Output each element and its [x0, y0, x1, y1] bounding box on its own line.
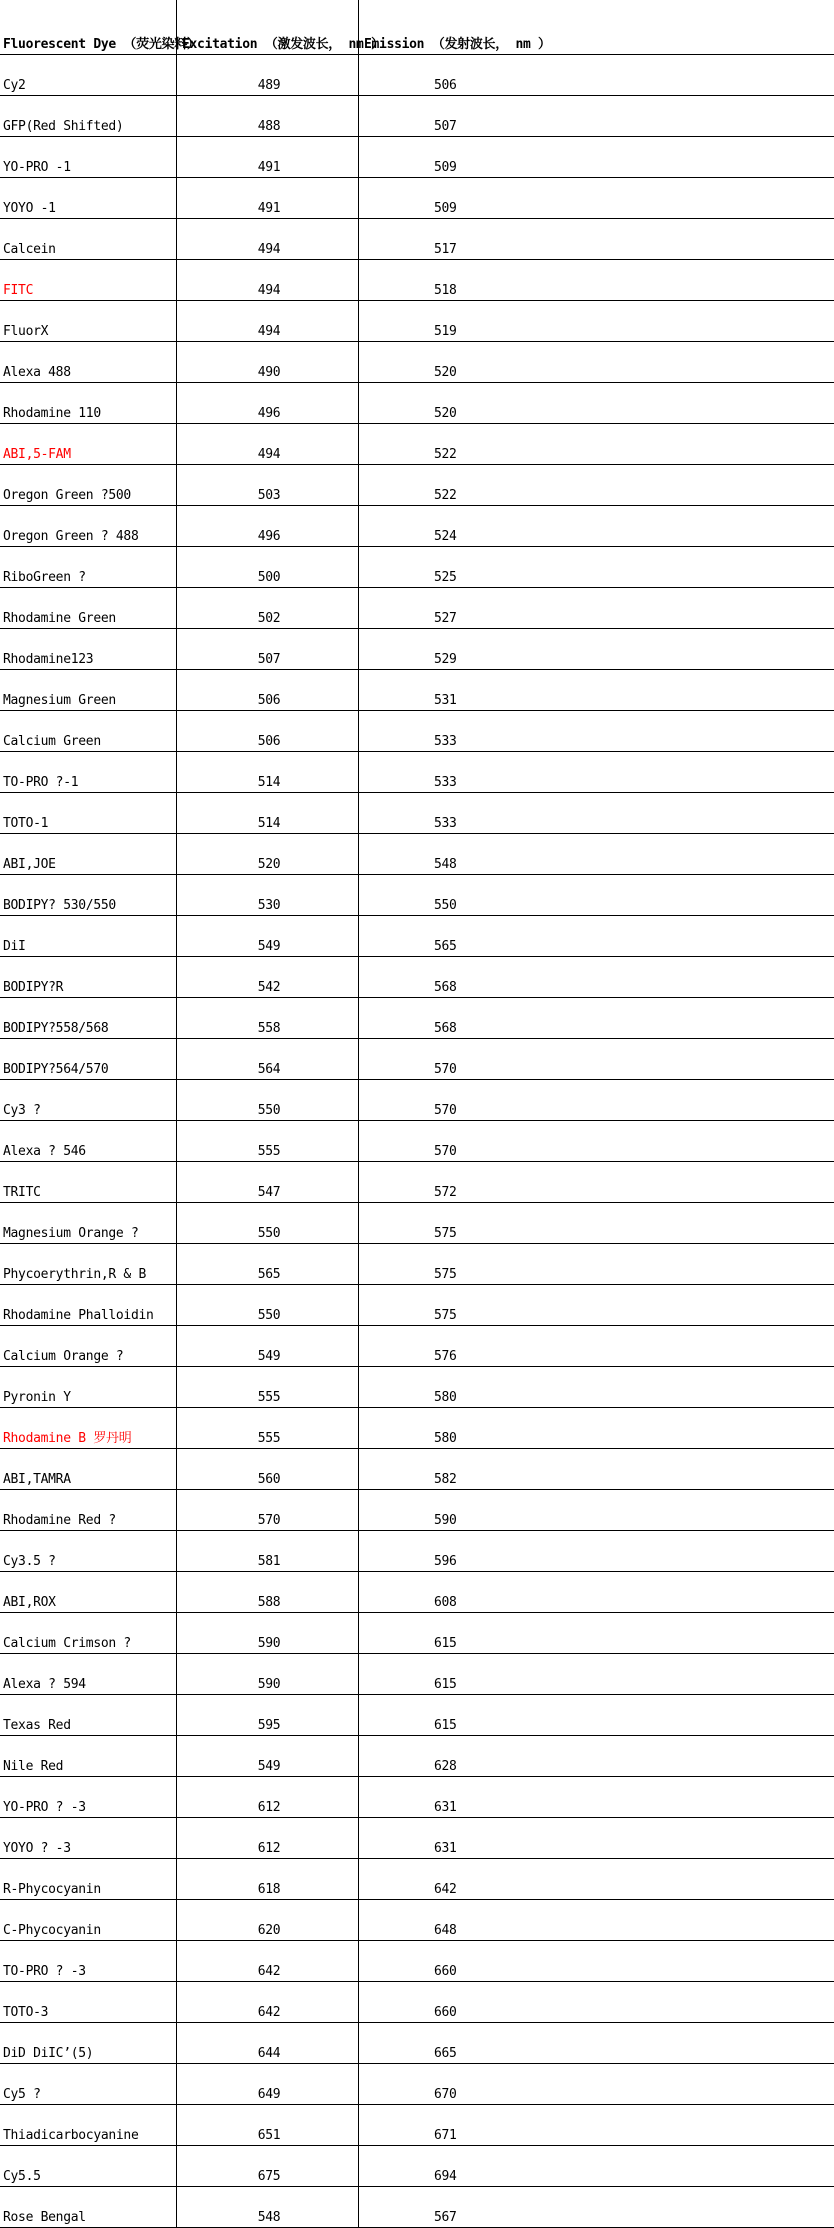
- dye-name-cell: YO-PRO ? -3: [0, 1777, 177, 1818]
- dye-name-cell: ABI,ROX: [0, 1572, 177, 1613]
- emission-cell: 671: [359, 2105, 834, 2146]
- dye-name-cell: Calcium Green: [0, 711, 177, 752]
- excitation-cell: 590: [177, 1613, 359, 1654]
- emission-cell: 670: [359, 2064, 834, 2105]
- excitation-cell: 550: [177, 1080, 359, 1121]
- table-row: [0, 1490, 834, 1531]
- dye-name-cell: YOYO -1: [0, 178, 177, 219]
- dye-name-cell: Oregon Green ? 488: [0, 506, 177, 547]
- table-row: [0, 260, 834, 301]
- dye-name-cell: BODIPY? 530/550: [0, 875, 177, 916]
- emission-cell: 570: [359, 1121, 834, 1162]
- table-row: [0, 1982, 834, 2023]
- excitation-cell: 507: [177, 629, 359, 670]
- excitation-cell: 618: [177, 1859, 359, 1900]
- excitation-cell: 642: [177, 1941, 359, 1982]
- excitation-cell: 651: [177, 2105, 359, 2146]
- excitation-cell: 491: [177, 137, 359, 178]
- emission-cell: 533: [359, 752, 834, 793]
- table-row: [0, 875, 834, 916]
- dye-name-cell: ABI,JOE: [0, 834, 177, 875]
- dye-name-cell: Nile Red: [0, 1736, 177, 1777]
- dye-name-cell: Rhodamine Phalloidin: [0, 1285, 177, 1326]
- dye-name-cell: FITC: [0, 260, 177, 301]
- excitation-cell: 490: [177, 342, 359, 383]
- excitation-cell: 649: [177, 2064, 359, 2105]
- table-row: [0, 1777, 834, 1818]
- dye-name-cell: Rhodamine Red ?: [0, 1490, 177, 1531]
- excitation-cell: 564: [177, 1039, 359, 1080]
- table-row: [0, 1449, 834, 1490]
- table-row: [0, 588, 834, 629]
- table-row: [0, 1859, 834, 1900]
- emission-cell: 550: [359, 875, 834, 916]
- dye-name-cell: Cy5.5: [0, 2146, 177, 2187]
- excitation-cell: 550: [177, 1285, 359, 1326]
- table-row: [0, 2064, 834, 2105]
- table-row: [0, 1531, 834, 1572]
- dye-name-cell: Calcium Crimson ?: [0, 1613, 177, 1654]
- table-row: [0, 916, 834, 957]
- table-row: [0, 55, 834, 96]
- header-dye: Fluorescent Dye （荧光染料）: [0, 0, 177, 55]
- dye-name-cell: BODIPY?R: [0, 957, 177, 998]
- emission-cell: 522: [359, 424, 834, 465]
- table-row: [0, 1121, 834, 1162]
- table-row: [0, 96, 834, 137]
- excitation-cell: 530: [177, 875, 359, 916]
- table-row: [0, 178, 834, 219]
- dye-name-cell: TO-PRO ?-1: [0, 752, 177, 793]
- dye-name-cell: FluorX: [0, 301, 177, 342]
- emission-cell: 520: [359, 383, 834, 424]
- table-row: [0, 219, 834, 260]
- dye-name-cell: YO-PRO -1: [0, 137, 177, 178]
- excitation-cell: 496: [177, 383, 359, 424]
- table-row: [0, 1367, 834, 1408]
- dye-name-cell: Texas Red: [0, 1695, 177, 1736]
- table-row: [0, 1695, 834, 1736]
- table-row: [0, 1900, 834, 1941]
- table-row: [0, 506, 834, 547]
- table-row: [0, 1326, 834, 1367]
- emission-cell: 518: [359, 260, 834, 301]
- table-row: [0, 1162, 834, 1203]
- table-row: [0, 1244, 834, 1285]
- dye-name-cell: C-Phycocyanin: [0, 1900, 177, 1941]
- excitation-cell: 555: [177, 1367, 359, 1408]
- emission-cell: 527: [359, 588, 834, 629]
- excitation-cell: 520: [177, 834, 359, 875]
- header-row: [0, 0, 834, 55]
- emission-cell: 568: [359, 998, 834, 1039]
- excitation-cell: 581: [177, 1531, 359, 1572]
- excitation-cell: 491: [177, 178, 359, 219]
- table-row: [0, 2146, 834, 2187]
- table-row: [0, 1736, 834, 1777]
- dye-name-cell: Cy2: [0, 55, 177, 96]
- emission-cell: 506: [359, 55, 834, 96]
- excitation-cell: 502: [177, 588, 359, 629]
- dye-name-cell: TOTO-3: [0, 1982, 177, 2023]
- excitation-cell: 642: [177, 1982, 359, 2023]
- excitation-cell: 558: [177, 998, 359, 1039]
- dye-name-cell: ABI,TAMRA: [0, 1449, 177, 1490]
- dye-name-cell: Calcein: [0, 219, 177, 260]
- table-row: [0, 1572, 834, 1613]
- table-row: [0, 465, 834, 506]
- emission-cell: 568: [359, 957, 834, 998]
- table-row: [0, 1080, 834, 1121]
- dye-name-cell: Magnesium Green: [0, 670, 177, 711]
- excitation-cell: 503: [177, 465, 359, 506]
- emission-cell: 608: [359, 1572, 834, 1613]
- table-row: [0, 1941, 834, 1982]
- emission-cell: 509: [359, 137, 834, 178]
- table-row: [0, 2187, 834, 2228]
- emission-cell: 642: [359, 1859, 834, 1900]
- excitation-cell: 494: [177, 301, 359, 342]
- dye-name-cell: Calcium Orange ?: [0, 1326, 177, 1367]
- dye-name-cell: Rhodamine123: [0, 629, 177, 670]
- emission-cell: 694: [359, 2146, 834, 2187]
- dye-name-cell: BODIPY?558/568: [0, 998, 177, 1039]
- emission-cell: 575: [359, 1203, 834, 1244]
- table-row: [0, 793, 834, 834]
- excitation-cell: 612: [177, 1818, 359, 1859]
- emission-cell: 507: [359, 96, 834, 137]
- table-row: [0, 957, 834, 998]
- dye-name-cell: R-Phycocyanin: [0, 1859, 177, 1900]
- dye-name-cell: Magnesium Orange ?: [0, 1203, 177, 1244]
- emission-cell: 531: [359, 670, 834, 711]
- dye-name-cell: TO-PRO ? -3: [0, 1941, 177, 1982]
- table-row: [0, 2023, 834, 2064]
- excitation-cell: 549: [177, 916, 359, 957]
- emission-cell: 570: [359, 1039, 834, 1080]
- table-row: [0, 1654, 834, 1695]
- table-row: [0, 1285, 834, 1326]
- table-row: [0, 711, 834, 752]
- emission-cell: 570: [359, 1080, 834, 1121]
- table-row: [0, 834, 834, 875]
- dye-name-cell: Alexa ? 594: [0, 1654, 177, 1695]
- table-row: [0, 752, 834, 793]
- emission-cell: 648: [359, 1900, 834, 1941]
- excitation-cell: 488: [177, 96, 359, 137]
- emission-cell: 660: [359, 1941, 834, 1982]
- excitation-cell: 555: [177, 1121, 359, 1162]
- excitation-cell: 620: [177, 1900, 359, 1941]
- table-row: [0, 670, 834, 711]
- excitation-cell: 675: [177, 2146, 359, 2187]
- dye-name-cell: Cy3 ?: [0, 1080, 177, 1121]
- table-row: [0, 383, 834, 424]
- emission-cell: 631: [359, 1818, 834, 1859]
- emission-cell: 590: [359, 1490, 834, 1531]
- excitation-cell: 514: [177, 793, 359, 834]
- dye-name-cell: Cy5 ?: [0, 2064, 177, 2105]
- emission-cell: 520: [359, 342, 834, 383]
- emission-cell: 567: [359, 2187, 834, 2228]
- excitation-cell: 506: [177, 670, 359, 711]
- dye-name-cell: Cy3.5 ?: [0, 1531, 177, 1572]
- excitation-cell: 570: [177, 1490, 359, 1531]
- emission-cell: 533: [359, 711, 834, 752]
- excitation-cell: 588: [177, 1572, 359, 1613]
- dye-name-cell: Rose Bengal: [0, 2187, 177, 2228]
- dye-name-cell: GFP(Red Shifted): [0, 96, 177, 137]
- excitation-cell: 506: [177, 711, 359, 752]
- emission-cell: 533: [359, 793, 834, 834]
- table-row: [0, 1408, 834, 1449]
- excitation-cell: 494: [177, 260, 359, 301]
- table-row: [0, 301, 834, 342]
- emission-cell: 582: [359, 1449, 834, 1490]
- dye-name-cell: Alexa 488: [0, 342, 177, 383]
- table-row: [0, 2105, 834, 2146]
- excitation-cell: 555: [177, 1408, 359, 1449]
- excitation-cell: 514: [177, 752, 359, 793]
- emission-cell: 665: [359, 2023, 834, 2064]
- excitation-cell: 550: [177, 1203, 359, 1244]
- excitation-cell: 549: [177, 1736, 359, 1777]
- excitation-cell: 565: [177, 1244, 359, 1285]
- excitation-cell: 590: [177, 1654, 359, 1695]
- emission-cell: 522: [359, 465, 834, 506]
- emission-cell: 660: [359, 1982, 834, 2023]
- table-row: [0, 342, 834, 383]
- excitation-cell: 500: [177, 547, 359, 588]
- table-row: [0, 1818, 834, 1859]
- emission-cell: 575: [359, 1244, 834, 1285]
- emission-cell: 580: [359, 1367, 834, 1408]
- dye-name-cell: ABI,5-FAM: [0, 424, 177, 465]
- table-row: [0, 547, 834, 588]
- excitation-cell: 595: [177, 1695, 359, 1736]
- emission-cell: 576: [359, 1326, 834, 1367]
- table-row: [0, 998, 834, 1039]
- excitation-cell: 542: [177, 957, 359, 998]
- dye-name-cell: RiboGreen ?: [0, 547, 177, 588]
- emission-cell: 615: [359, 1695, 834, 1736]
- emission-cell: 572: [359, 1162, 834, 1203]
- dye-name-cell: Pyronin Y: [0, 1367, 177, 1408]
- dye-name-cell: DiI: [0, 916, 177, 957]
- dye-name-cell: Alexa ? 546: [0, 1121, 177, 1162]
- emission-cell: 529: [359, 629, 834, 670]
- dye-name-cell: Phycoerythrin,R & B: [0, 1244, 177, 1285]
- dye-name-cell: BODIPY?564/570: [0, 1039, 177, 1080]
- dye-name-cell: Rhodamine Green: [0, 588, 177, 629]
- table-row: [0, 1203, 834, 1244]
- excitation-cell: 489: [177, 55, 359, 96]
- emission-cell: 596: [359, 1531, 834, 1572]
- dye-name-cell: TRITC: [0, 1162, 177, 1203]
- emission-cell: 517: [359, 219, 834, 260]
- emission-cell: 580: [359, 1408, 834, 1449]
- header-excitation: Excitation （激发波长， nm ）: [177, 0, 359, 55]
- dye-name-cell: YOYO ? -3: [0, 1818, 177, 1859]
- dye-name-cell: Oregon Green ?500: [0, 465, 177, 506]
- excitation-cell: 560: [177, 1449, 359, 1490]
- dye-name-cell: Rhodamine 110: [0, 383, 177, 424]
- excitation-cell: 494: [177, 424, 359, 465]
- table-row: [0, 629, 834, 670]
- emission-cell: 509: [359, 178, 834, 219]
- table-row: [0, 137, 834, 178]
- header-emission: Emission （发射波长， nm ）: [359, 0, 834, 55]
- table-row: [0, 1039, 834, 1080]
- excitation-cell: 612: [177, 1777, 359, 1818]
- excitation-cell: 547: [177, 1162, 359, 1203]
- excitation-cell: 644: [177, 2023, 359, 2064]
- emission-cell: 631: [359, 1777, 834, 1818]
- table-row: [0, 424, 834, 465]
- dye-name-cell: DiD DiIC’(5): [0, 2023, 177, 2064]
- dye-name-cell: Rhodamine B 罗丹明: [0, 1408, 177, 1449]
- emission-cell: 519: [359, 301, 834, 342]
- emission-cell: 524: [359, 506, 834, 547]
- emission-cell: 565: [359, 916, 834, 957]
- emission-cell: 525: [359, 547, 834, 588]
- excitation-cell: 494: [177, 219, 359, 260]
- emission-cell: 548: [359, 834, 834, 875]
- emission-cell: 615: [359, 1613, 834, 1654]
- excitation-cell: 549: [177, 1326, 359, 1367]
- emission-cell: 628: [359, 1736, 834, 1777]
- excitation-cell: 496: [177, 506, 359, 547]
- dye-name-cell: Thiadicarbocyanine: [0, 2105, 177, 2146]
- excitation-cell: 548: [177, 2187, 359, 2228]
- dye-name-cell: TOTO-1: [0, 793, 177, 834]
- emission-cell: 575: [359, 1285, 834, 1326]
- table-row: [0, 1613, 834, 1654]
- emission-cell: 615: [359, 1654, 834, 1695]
